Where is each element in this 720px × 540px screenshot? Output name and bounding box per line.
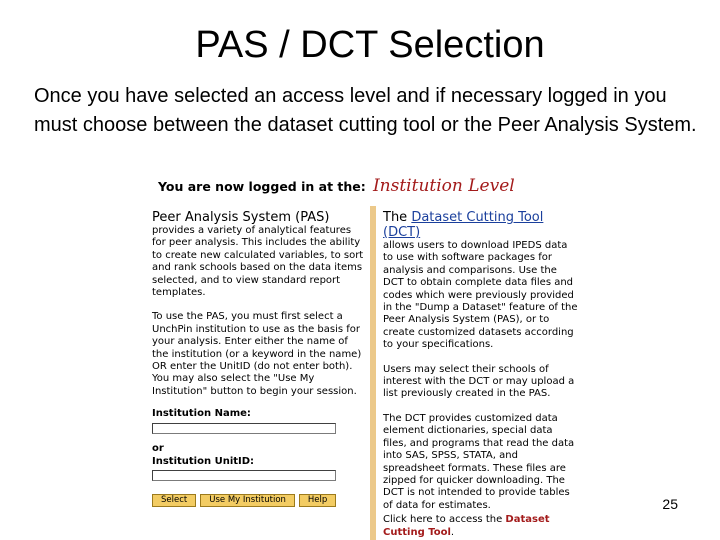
or-label: or: [152, 443, 164, 455]
dct-access-suffix: .: [450, 526, 455, 538]
dct-description: allows users to download IPEDS data to use with software packages for analysis and comparisons. Use the DCT to obtain complete data files and codes which were previously provided in the "Dump a Dataset" feature of the Peer Analysis System (PAS), or to create customized datasets according to your specifications.: [383, 240, 578, 351]
pas-column: [152, 210, 364, 507]
institution-name-label: Institution Name:: [152, 408, 251, 420]
dct-access-link[interactable]: Dataset Cutting Tool: [383, 514, 550, 538]
institution-unitid-label: Institution UnitID:: [152, 455, 255, 467]
institution-unitid-input[interactable]: [152, 470, 336, 481]
login-status: [158, 176, 515, 196]
use-my-institution-button[interactable]: Use My Institution: [200, 494, 295, 507]
dct-paragraph-files: The DCT provides customized data element dictionaries, special data files, and programs that read the data into SAS, SPSS, STATA, and spreadsheet formats. These files are zipped for quicker downloading. The DCT is not intended to provide tables of data for estimates.: [383, 412, 575, 511]
access-level-value: Institution Level: [372, 176, 515, 196]
embedded-screenshot: [150, 176, 580, 540]
slide-title: PAS / DCT Selection: [195, 24, 545, 66]
pas-description: provides a variety of analytical features for peer analysis. This includes the ability to create new calculated variables, to sort and rank schools based on the data items selected, and to view standard report templates.: [152, 225, 364, 299]
pas-button-row: [152, 494, 364, 507]
dct-title-prefix: The: [383, 210, 408, 225]
login-status-label: You are now logged in at the:: [158, 179, 366, 194]
dct-access-prefix: Click here to access the: [383, 514, 503, 526]
column-divider: [370, 206, 376, 540]
intro-text: Once you have selected an access level and if necessary logged in you must choose between the dataset cutting tool or the Peer Analysis System.: [34, 85, 697, 136]
dct-title: [383, 210, 578, 240]
dct-paragraph-upload: Users may select their schools of interest with the DCT or may upload a list previously created in the PAS.: [383, 363, 575, 400]
dct-column: [383, 210, 578, 539]
pas-title: Peer Analysis System (PAS): [152, 210, 330, 225]
pas-instructions: To use the PAS, you must first select a UnchPin institution to use as the basis for your analysis. Enter either the name of the institution (or a keyword in the name) OR enter the UnitID (do not enter both). You may also select the "Use My Institution" button to begin your session.: [152, 311, 362, 397]
institution-name-input[interactable]: [152, 423, 336, 434]
help-button[interactable]: Help: [299, 494, 336, 507]
select-button[interactable]: Select: [152, 494, 196, 507]
dct-link[interactable]: Dataset Cutting Tool (DCT): [383, 210, 544, 240]
dct-access-row: [383, 514, 578, 539]
page-number: 25: [662, 496, 678, 512]
